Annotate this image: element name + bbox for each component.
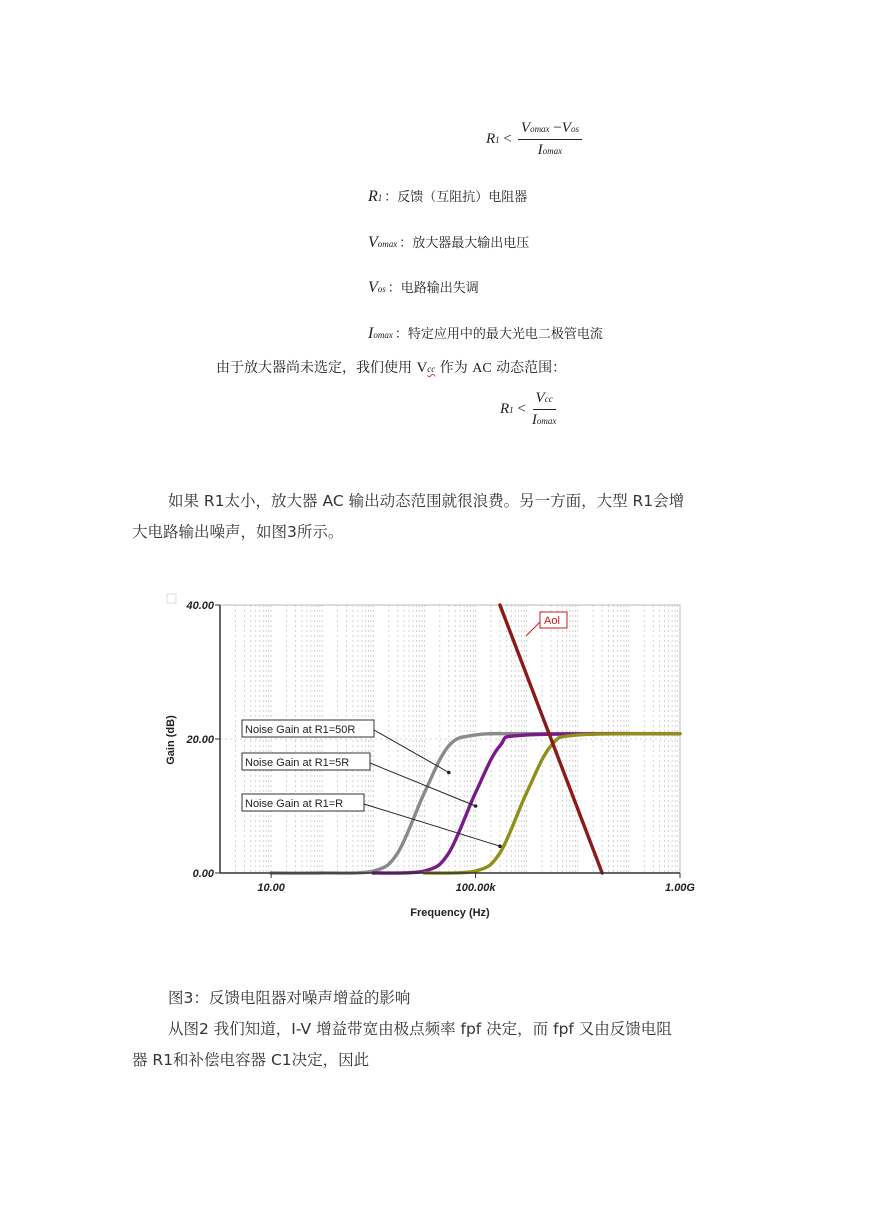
tick-labels (185, 600, 695, 894)
paragraph-r1-noise: 如果 R1太小，放大器 AC 输出动态范围就很浪费。另一方面，大型 R1会增 大电路输出噪声，如图3所示。 (132, 492, 685, 541)
legend-r1-5r: Noise Gain at R1=5R (245, 757, 350, 769)
definition-r1: R 1 ：反馈（互阻抗）电阻器 (368, 188, 528, 205)
x-tick-label: 1.00G (665, 882, 695, 894)
definition-vos: V os ：电路输出失调 (368, 279, 479, 296)
top-left-marker (167, 594, 176, 603)
noise-gain-chart (160, 590, 700, 930)
y-tick-label: 0.00 (192, 868, 214, 880)
y-tick-label: 40.00 (186, 600, 214, 612)
x-tick-label: 10.00 (257, 882, 285, 894)
legend-r1-r: Noise Gain at R1=R (245, 798, 344, 810)
legend-r1-r-arrow-tip (498, 844, 502, 848)
legend-r1-50r-arrow (374, 730, 449, 773)
legend-r1-5r-arrow-tip (474, 804, 478, 808)
x-axis-label: Frequency (Hz) (410, 907, 490, 919)
y-axis-label: Gain (dB) (165, 715, 177, 765)
paragraph-bandwidth: 从图2 我们知道，I-V 增益带宽由极点频率 fpf 决定，而 fpf 又由反馈电阻 器 R1和补偿电容器 C1决定，因此 (132, 1020, 672, 1069)
legend-aol-arrow (526, 622, 540, 636)
intro-line: 由于放大器尚未选定，我们使用 Vcc 作为 AC 动态范围： (216, 360, 567, 376)
numerator: Vcc (533, 390, 556, 410)
legend-r1-r-arrow (364, 804, 500, 846)
numerator: Vomax −Vos (518, 120, 582, 140)
legend-r1-50r: Noise Gain at R1=50R (245, 724, 356, 736)
definition-iomax: I omax ：特定应用中的最大光电二极管电流 (368, 325, 603, 342)
series-r1-r (424, 734, 680, 874)
y-tick-label: 20.00 (186, 734, 214, 746)
denominator: Iomax (537, 142, 563, 158)
definition-vomax: V omax ：放大器最大输出电压 (368, 234, 530, 251)
x-tick-label: 100.00k (455, 882, 496, 894)
denominator: Iomax (531, 412, 557, 428)
legend-aol: Aol (544, 615, 560, 627)
grid (220, 605, 680, 873)
formula-vomax: R1 < $\frac{\text{Vomax −Vos}}{Iomax}$ (486, 120, 582, 159)
formula-vcc: R1 < $\frac{\text{Vcc}}{Iomax}$ (500, 390, 557, 428)
legend-r1-50r-arrow-tip (447, 771, 451, 775)
figure-caption: 图3：反馈电阻器对噪声增益的影响 (168, 989, 411, 1007)
